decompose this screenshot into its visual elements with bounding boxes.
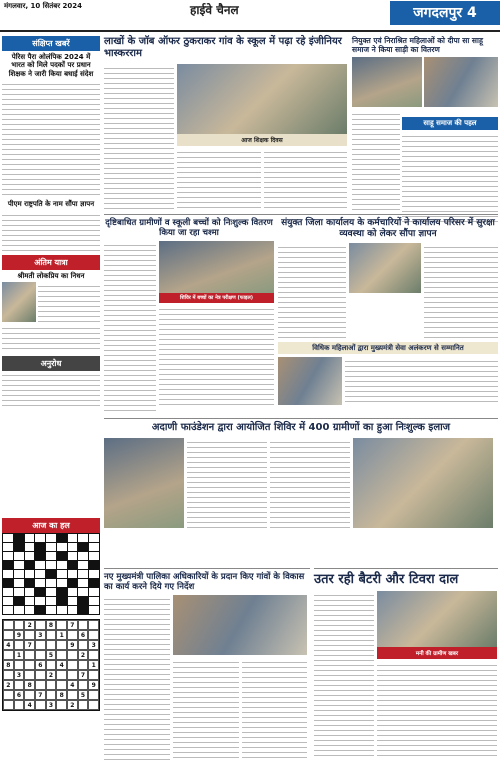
top-right-photo-1 [352,57,422,107]
sudoku-cell [35,670,46,680]
crossword-cell [68,552,78,560]
sudoku-cell [46,660,57,670]
top-right-story [352,36,498,222]
sudoku-cell [88,700,99,710]
crossword-cell [78,543,88,551]
crossword-cell [57,570,67,578]
sudoku-cell: 7 [24,640,35,650]
sudoku-cell [3,630,14,640]
crossword-cell [14,534,24,542]
sudoku-cell: 5 [78,690,89,700]
crossword-cell [3,579,13,587]
crossword-cell [3,552,13,560]
crossword-cell [35,561,45,569]
crossword-cell [46,543,56,551]
crossword-cell [35,606,45,614]
sudoku-cell [35,620,46,630]
sudoku-cell: 7 [67,620,78,630]
top-story-photo [177,64,347,134]
sudoku-cell [78,640,89,650]
sudoku-cell: 2 [67,700,78,710]
sudoku-cell [35,700,46,710]
crossword-cell [89,543,99,551]
sudoku-cell [78,620,89,630]
sudoku-cell: 3 [35,630,46,640]
crossword-cell [25,606,35,614]
crossword-cell [57,561,67,569]
crossword-cell [78,588,88,596]
mid-left-headline: दृष्टिबाधित ग्रामीणों व स्कूली बच्चों को निःशुल्क वितरण किया जा रहा चश्मा [105,218,273,239]
mid-right-subheadline: विधिक महिलाओं द्वारा मुख्यमंत्री सेवा अलंकरण से सम्मानित [278,342,498,354]
crossword-cell [68,543,78,551]
sudoku-cell: 8 [56,690,67,700]
sudoku-grid [2,619,100,711]
mid-right-headline: संयुक्त जिला कार्यालय के कर्मचारियों ने कार्यालय परिसर में सुरक्षा व्यवस्था को लेकर सौंपा ज्ञापन [281,218,495,239]
crossword-cell [46,570,56,578]
sudoku-cell [14,700,25,710]
crossword-cell [68,561,78,569]
crossword-cell [14,588,24,596]
sudoku-cell: 9 [14,630,25,640]
sudoku-cell [56,620,67,630]
crossword-cell [46,534,56,542]
crossword-cell [68,534,78,542]
left-column [2,36,100,409]
puzzle-header: आज का हल [2,518,100,533]
crossword-cell [57,579,67,587]
sudoku-cell [46,680,57,690]
brief-news-body [2,80,100,198]
crossword-cell [25,534,35,542]
crossword-cell [78,597,88,605]
sudoku-cell [78,680,89,690]
crossword-cell [25,552,35,560]
top-story-caption: आज शिक्षक दिवस [177,134,347,146]
top-story-body-1 [104,64,174,209]
crossword-cell [35,579,45,587]
crossword-cell [3,597,13,605]
sudoku-cell: 5 [46,650,57,660]
memo-body [2,211,100,251]
adani-photo-2 [353,438,493,528]
sudoku-cell [14,620,25,630]
sudoku-cell [3,690,14,700]
memo-title: पीएम राष्ट्रपति के नाम सौंपा ज्ञापन [7,200,95,209]
crossword-cell [89,561,99,569]
sudoku-cell: 1 [56,630,67,640]
bottom-right-story [314,568,498,757]
sudoku-cell [35,680,46,690]
sudoku-cell [3,670,14,680]
crossword-cell [78,552,88,560]
sudoku-cell [24,670,35,680]
sudoku-cell: 2 [46,670,57,680]
sudoku-cell: 2 [78,650,89,660]
mid-right-photo-2 [278,357,342,405]
crossword-cell [14,579,24,587]
sudoku-cell [88,650,99,660]
crossword-cell [14,570,24,578]
sudoku-cell [56,700,67,710]
crossword-cell [57,597,67,605]
crossword-cell [35,543,45,551]
bottom-left-headline: नए मुख्यमंत्री पालिका अधिकारियों के प्रदान किए गांवों के विकास का कार्य करने दिये गए निर्देश [104,572,305,593]
crossword-cell [78,534,88,542]
mid-right-story [278,218,498,405]
crossword-cell [89,579,99,587]
crossword-cell [57,588,67,596]
funeral-photo [2,282,36,322]
sudoku-cell: 1 [88,660,99,670]
bottom-right-body-1 [314,591,374,757]
sudoku-cell [67,670,78,680]
mid-right-body-3 [345,357,498,405]
puzzle-block [2,518,100,711]
crossword-cell [3,561,13,569]
crossword-cell [46,597,56,605]
brief-news-title: पेरिस पैरा ओलंपिक 2024 में भारत को मिले पदकों पर प्रधान शिक्षक ने जारी किया बधाई संदेश [8,53,94,78]
sudoku-cell: 8 [46,620,57,630]
crossword-cell [57,543,67,551]
crossword-cell [89,552,99,560]
top-story [104,36,348,210]
crossword-cell [46,606,56,614]
sudoku-cell: 3 [14,670,25,680]
crossword-cell [68,597,78,605]
crossword-cell [35,552,45,560]
issue-date: मंगलवार, 10 सितंबर 2024 [4,2,83,10]
top-story-body-3 [264,148,348,210]
sudoku-cell [3,650,14,660]
funeral-body-more [2,324,100,352]
funeral-title: श्रीमती लोकप्रिय का निधन [17,271,85,280]
bottom-left-story [104,568,310,763]
crossword-cell [57,534,67,542]
sudoku-cell: 9 [67,640,78,650]
sudoku-cell [3,620,14,630]
top-story-body-2 [177,148,261,210]
crossword-cell [14,543,24,551]
sudoku-cell: 2 [24,620,35,630]
sudoku-cell [14,660,25,670]
appeal-header: अनुरोध [2,356,100,371]
sudoku-cell [67,660,78,670]
community-badge: साहू समाज की पहल [402,117,498,130]
sudoku-cell: 6 [14,690,25,700]
sudoku-cell [88,620,99,630]
crossword-cell [35,588,45,596]
sudoku-cell [56,670,67,680]
crossword-cell [46,552,56,560]
sudoku-cell [24,630,35,640]
funeral-header: अंतिम यात्रा [2,255,100,270]
crossword-cell [46,579,56,587]
sudoku-cell: 9 [88,680,99,690]
crossword-cell [25,570,35,578]
crossword-cell [35,570,45,578]
bottom-right-caption: मनी की ग्रामीण खबर [377,647,497,659]
sudoku-cell [24,660,35,670]
brief-news-header: संक्षिप्त खबरें [2,36,100,51]
crossword-cell [14,597,24,605]
sudoku-cell [14,640,25,650]
crossword-cell [3,606,13,614]
sudoku-cell: 4 [3,640,14,650]
crossword-cell [46,588,56,596]
sudoku-cell [88,630,99,640]
top-right-headline: नियुक्त एवं निराश्रित महिलाओं को दीपा सा साहू समाज ने किया साड़ी का वितरण [352,36,483,54]
adani-story [104,418,498,528]
sudoku-cell: 6 [35,660,46,670]
crossword-grid [2,533,100,615]
sudoku-cell: 6 [78,630,89,640]
funeral-body [38,282,100,322]
sudoku-cell [46,690,57,700]
sudoku-cell [24,650,35,660]
sudoku-cell: 4 [24,700,35,710]
bottom-right-photo [377,591,497,647]
mid-left-body-2 [159,305,274,409]
appeal-body [2,371,100,409]
crossword-cell [68,570,78,578]
mid-right-body-2 [424,243,498,339]
crossword-cell [89,570,99,578]
crossword-cell [78,561,88,569]
sudoku-cell [88,690,99,700]
crossword-cell [89,597,99,605]
crossword-cell [57,606,67,614]
sudoku-cell [24,690,35,700]
crossword-cell [25,579,35,587]
adani-body-2 [270,438,350,528]
sudoku-cell: 8 [24,680,35,690]
crossword-cell [57,552,67,560]
bottom-right-body-2 [377,661,497,757]
adani-body-1 [187,438,267,528]
top-right-photo-2 [424,57,498,107]
sudoku-cell [56,650,67,660]
mid-left-photo [159,241,274,293]
sudoku-cell [46,630,57,640]
crossword-cell [25,597,35,605]
bottom-left-photo [173,595,307,655]
sudoku-cell: 4 [67,680,78,690]
sudoku-cell [88,670,99,680]
sudoku-cell: 7 [78,670,89,680]
crossword-cell [3,543,13,551]
crossword-cell [89,534,99,542]
crossword-cell [35,534,45,542]
crossword-cell [68,588,78,596]
section-label: जगदलपुर 4 [390,1,500,25]
sudoku-cell [67,630,78,640]
bottom-left-body-2 [173,658,239,762]
section-divider [104,214,498,215]
crossword-cell [14,552,24,560]
mid-left-caption: शिविर में बच्चों का नेत्र परीक्षण (फाइल) [159,293,274,303]
adani-photo-1 [104,438,184,528]
sudoku-cell [56,680,67,690]
crossword-cell [89,606,99,614]
crossword-cell [68,579,78,587]
sudoku-cell [35,650,46,660]
sudoku-cell: 8 [3,660,14,670]
sudoku-cell: 2 [3,680,14,690]
sudoku-cell [3,700,14,710]
top-story-headline: लाखों के जॉब ऑफर ठुकराकर गांव के स्कूल में पढ़ा रहे इंजीनियर भास्करराम [104,36,342,59]
sudoku-cell [56,640,67,650]
sudoku-cell: 3 [46,700,57,710]
crossword-cell [14,606,24,614]
sudoku-cell: 7 [35,690,46,700]
crossword-cell [14,561,24,569]
crossword-cell [3,570,13,578]
sudoku-cell [14,680,25,690]
crossword-cell [78,570,88,578]
sudoku-cell [78,660,89,670]
masthead [0,0,500,32]
bottom-left-body-1 [104,595,170,763]
bottom-right-headline: उतर रही बैटरी और टिवरा दाल [314,572,459,587]
mid-right-photo [349,243,421,293]
crossword-cell [3,588,13,596]
crossword-cell [25,543,35,551]
sudoku-cell [67,650,78,660]
crossword-cell [35,597,45,605]
crossword-cell [78,579,88,587]
crossword-cell [46,561,56,569]
top-right-body-2 [402,132,498,222]
crossword-cell [78,606,88,614]
crossword-cell [25,588,35,596]
mid-left-story [104,218,274,411]
sudoku-cell [46,640,57,650]
bottom-left-body-3 [242,658,308,762]
sudoku-cell: 3 [88,640,99,650]
crossword-cell [3,534,13,542]
top-right-body-1 [352,110,400,214]
sudoku-cell [78,700,89,710]
sudoku-cell [35,640,46,650]
crossword-cell [68,606,78,614]
adani-headline: अदाणी फाउंडेशन द्वारा आयोजित शिविर में 400 ग्रामीणों का हुआ निःशुल्क इलाज [151,422,451,433]
sudoku-cell [67,690,78,700]
sudoku-cell: 1 [14,650,25,660]
brand-title: हाईवे चैनल [190,3,239,17]
mid-left-body-1 [104,241,156,411]
crossword-cell [25,561,35,569]
mid-right-body-1 [278,243,346,339]
crossword-cell [89,588,99,596]
sudoku-cell: 4 [56,660,67,670]
